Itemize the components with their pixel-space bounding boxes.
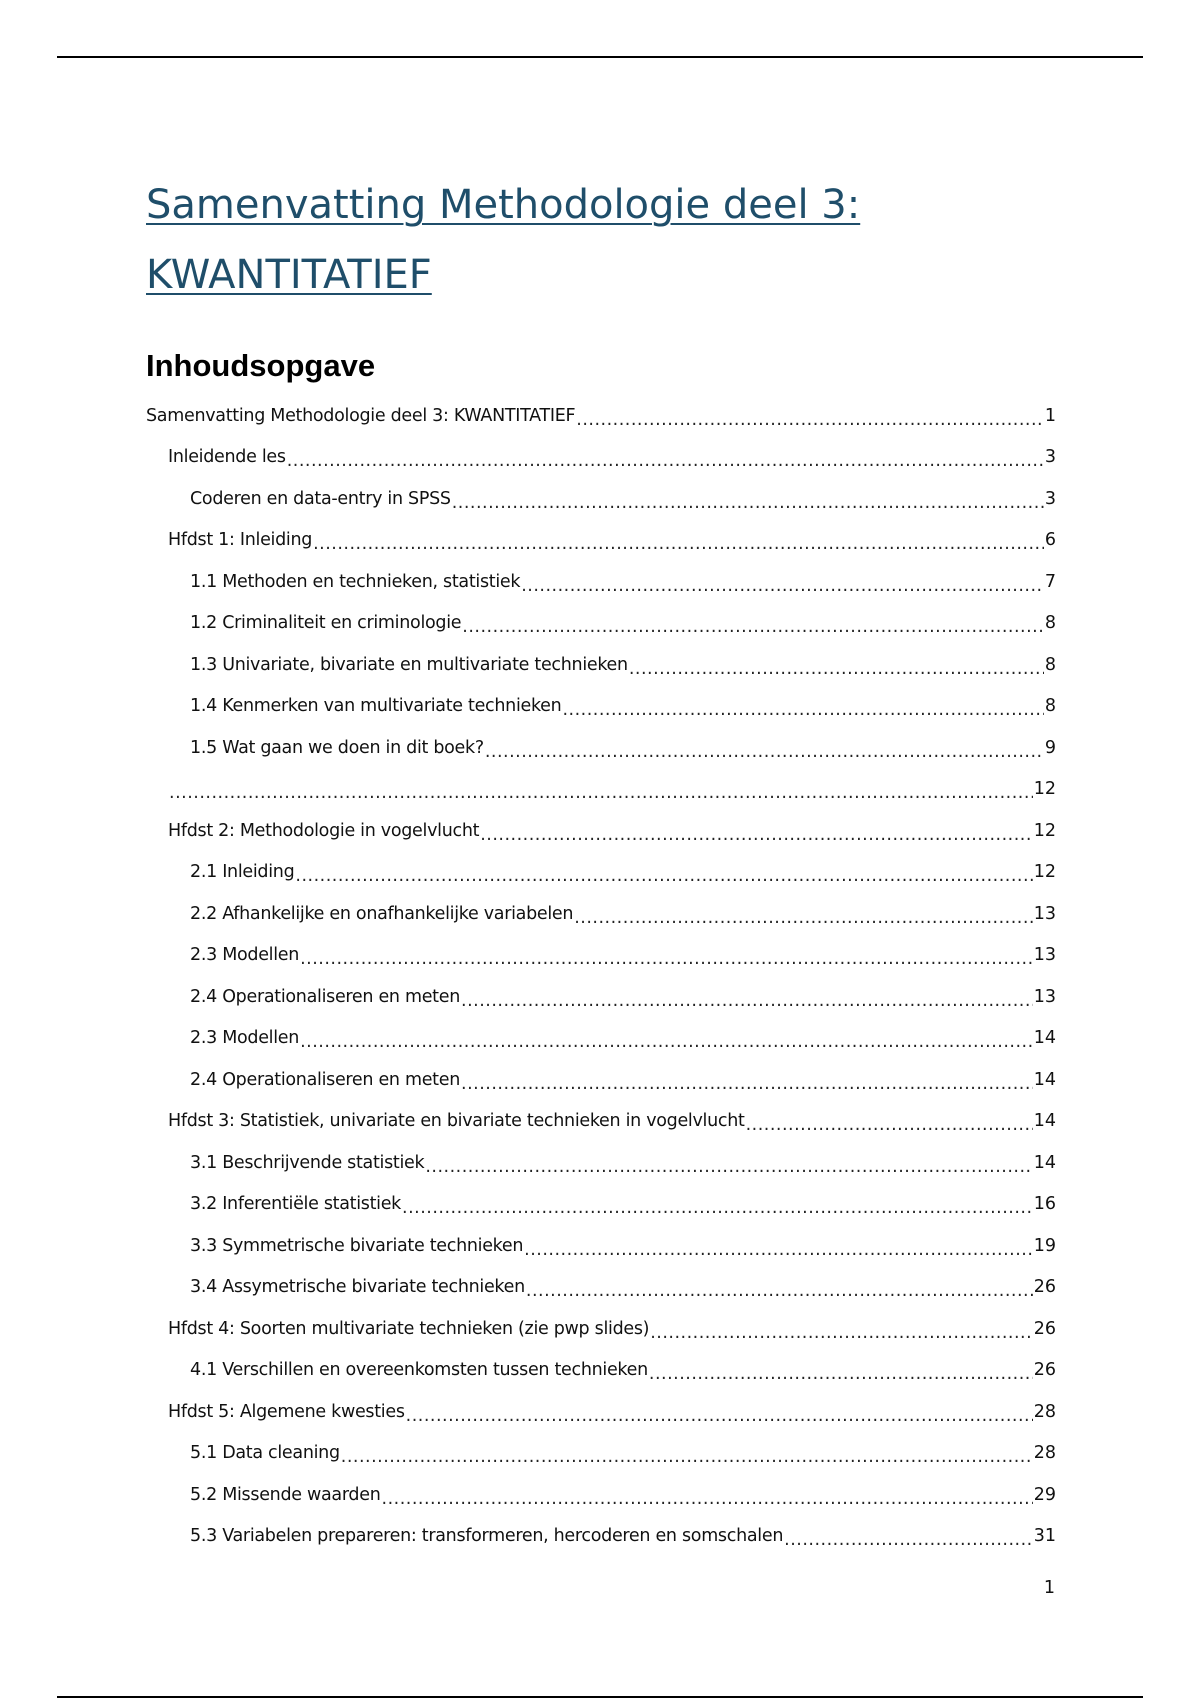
toc-leader-dots: [313, 534, 1044, 554]
toc-leader-dots: [169, 783, 1033, 803]
footer-rule: [57, 1696, 1143, 1698]
toc-entry-title: 4.1 Verschillen en overeenkomsten tussen technieken: [190, 1360, 648, 1381]
toc-entry-page: 14: [1033, 1152, 1056, 1173]
toc-leader-dots: [524, 1240, 1033, 1260]
toc-entry-title: 1.4 Kenmerken van multivariate technieken: [190, 696, 562, 717]
title-line-2: KWANTITATIEF: [146, 252, 432, 298]
toc-entry-title: 3.4 Assymetrische bivariate technieken: [190, 1277, 525, 1298]
page-title: [146, 170, 1106, 310]
toc-entry[interactable]: [146, 810, 1056, 852]
toc-entry-title: 1.5 Wat gaan we doen in dit boek?: [190, 737, 484, 758]
toc-entry-title: 1.2 Criminaliteit en criminologie: [190, 613, 462, 634]
toc-entry-title: Hfdst 4: Soorten multivariate technieken (zie pwp slides): [168, 1318, 650, 1339]
toc-entry[interactable]: [146, 852, 1056, 894]
toc-leader-dots: [461, 1074, 1033, 1094]
toc-entry-title: Hfdst 3: Statistiek, univariate en bivariate technieken in vogelvlucht: [168, 1111, 745, 1132]
header-rule: [57, 56, 1143, 58]
toc-entry-page: 19: [1033, 1235, 1056, 1256]
toc-leader-dots: [576, 410, 1044, 430]
toc-leader-dots: [650, 1323, 1033, 1343]
toc-entry-title: 3.2 Inferentiële statistiek: [190, 1194, 401, 1215]
toc-entry-title: 2.4 Operationaliseren en meten: [190, 1069, 461, 1090]
toc-entry[interactable]: [146, 395, 1056, 437]
table-of-contents: [146, 395, 1056, 1557]
toc-entry[interactable]: [146, 976, 1056, 1018]
toc-leader-dots: [300, 1032, 1033, 1052]
toc-leader-dots: [485, 742, 1044, 762]
toc-entry[interactable]: [146, 1225, 1056, 1267]
toc-entry-page: 14: [1033, 1069, 1056, 1090]
toc-entry-page: 1: [1044, 405, 1056, 426]
toc-entry[interactable]: [146, 1101, 1056, 1143]
toc-heading: Inhoudsopgave: [146, 348, 376, 383]
toc-entry-page: 13: [1033, 903, 1056, 924]
toc-entry-title: Samenvatting Methodologie deel 3: KWANTITATIEF: [146, 405, 576, 426]
toc-leader-dots: [300, 949, 1033, 969]
toc-entry[interactable]: [146, 727, 1056, 769]
toc-leader-dots: [406, 1406, 1033, 1426]
toc-leader-dots: [287, 451, 1044, 471]
toc-entry[interactable]: [146, 561, 1056, 603]
toc-entry[interactable]: [146, 1474, 1056, 1516]
toc-entry[interactable]: [146, 1267, 1056, 1309]
toc-leader-dots: [574, 908, 1033, 928]
toc-entry-title: Coderen en data-entry in SPSS: [190, 488, 451, 509]
toc-entry-page: 14: [1033, 1111, 1056, 1132]
toc-entry[interactable]: [146, 1516, 1056, 1558]
toc-entry-page: 3: [1044, 488, 1056, 509]
toc-entry-page: 31: [1033, 1526, 1056, 1547]
toc-entry-page: 8: [1044, 696, 1056, 717]
toc-entry[interactable]: [146, 686, 1056, 728]
toc-entry-title: Hfdst 5: Algemene kwesties: [168, 1401, 405, 1422]
toc-entry-page: 9: [1044, 737, 1056, 758]
page-number: 1: [1043, 1578, 1055, 1598]
toc-entry[interactable]: [146, 1391, 1056, 1433]
toc-entry-title: Hfdst 2: Methodologie in vogelvlucht: [168, 820, 480, 841]
toc-leader-dots: [462, 617, 1044, 637]
toc-entry-title: 2.3 Modellen: [190, 1028, 300, 1049]
toc-entry-page: 12: [1033, 862, 1056, 883]
toc-entry-page: 26: [1033, 1318, 1056, 1339]
toc-entry-title: 2.2 Afhankelijke en onafhankelijke variabelen: [190, 903, 574, 924]
toc-entry-page: 28: [1033, 1401, 1056, 1422]
toc-entry-title: 5.3 Variabelen prepareren: transformeren, hercoderen en somschalen: [190, 1526, 784, 1547]
toc-entry-page: 28: [1033, 1443, 1056, 1464]
toc-entry[interactable]: [146, 893, 1056, 935]
toc-entry-page: 12: [1033, 820, 1056, 841]
toc-entry[interactable]: [146, 935, 1056, 977]
toc-entry-title: 2.1 Inleiding: [190, 862, 295, 883]
toc-entry-page: 6: [1044, 530, 1056, 551]
toc-entry[interactable]: [146, 644, 1056, 686]
toc-entry[interactable]: [146, 1018, 1056, 1060]
toc-leader-dots: [402, 1198, 1033, 1218]
toc-entry-title: 2.3 Modellen: [190, 945, 300, 966]
toc-leader-dots: [521, 576, 1044, 596]
toc-entry-title: Inleidende les: [168, 447, 286, 468]
toc-entry[interactable]: [146, 1308, 1056, 1350]
toc-entry-title: 1.3 Univariate, bivariate en multivariate technieken: [190, 654, 628, 675]
toc-leader-dots: [382, 1489, 1033, 1509]
toc-entry-title: 1.1 Methoden en technieken, statistiek: [190, 571, 521, 592]
toc-leader-dots: [295, 866, 1032, 886]
toc-leader-dots: [480, 825, 1033, 845]
title-line-1: Samenvatting Methodologie deel 3:: [146, 182, 861, 228]
toc-entry-page: 8: [1044, 654, 1056, 675]
toc-entry[interactable]: [146, 437, 1056, 479]
toc-leader-dots: [341, 1447, 1033, 1467]
toc-entry-page: 7: [1044, 571, 1056, 592]
toc-entry-page: 13: [1033, 986, 1056, 1007]
toc-entry[interactable]: [146, 478, 1056, 520]
toc-entry[interactable]: [146, 1350, 1056, 1392]
toc-entry-page: 8: [1044, 613, 1056, 634]
toc-entry-page: 14: [1033, 1028, 1056, 1049]
toc-entry[interactable]: [146, 769, 1056, 811]
toc-entry-title: 3.3 Symmetrische bivariate technieken: [190, 1235, 524, 1256]
toc-entry[interactable]: [146, 1184, 1056, 1226]
toc-entry-title: 3.1 Beschrijvende statistiek: [190, 1152, 425, 1173]
toc-entry-page: 12: [1033, 779, 1056, 800]
toc-leader-dots: [649, 1364, 1033, 1384]
toc-entry[interactable]: [146, 1142, 1056, 1184]
toc-entry[interactable]: [146, 520, 1056, 562]
toc-entry[interactable]: [146, 1059, 1056, 1101]
toc-entry-page: 3: [1044, 447, 1056, 468]
toc-leader-dots: [452, 493, 1044, 513]
toc-entry-title: Hfdst 1: Inleiding: [168, 530, 313, 551]
toc-leader-dots: [746, 1115, 1033, 1135]
toc-leader-dots: [562, 700, 1043, 720]
toc-entry[interactable]: [146, 1433, 1056, 1475]
toc-leader-dots: [784, 1530, 1033, 1550]
toc-entry[interactable]: [146, 603, 1056, 645]
toc-entry-title: 5.1 Data cleaning: [190, 1443, 340, 1464]
toc-leader-dots: [461, 991, 1033, 1011]
toc-entry-page: 13: [1033, 945, 1056, 966]
toc-entry-page: 26: [1033, 1277, 1056, 1298]
toc-entry-title: 5.2 Missende waarden: [190, 1484, 381, 1505]
toc-leader-dots: [526, 1281, 1033, 1301]
toc-leader-dots: [425, 1157, 1032, 1177]
toc-entry-page: 26: [1033, 1360, 1056, 1381]
toc-leader-dots: [629, 659, 1044, 679]
toc-entry-page: 16: [1033, 1194, 1056, 1215]
toc-entry-title: 2.4 Operationaliseren en meten: [190, 986, 461, 1007]
toc-entry-page: 29: [1033, 1484, 1056, 1505]
